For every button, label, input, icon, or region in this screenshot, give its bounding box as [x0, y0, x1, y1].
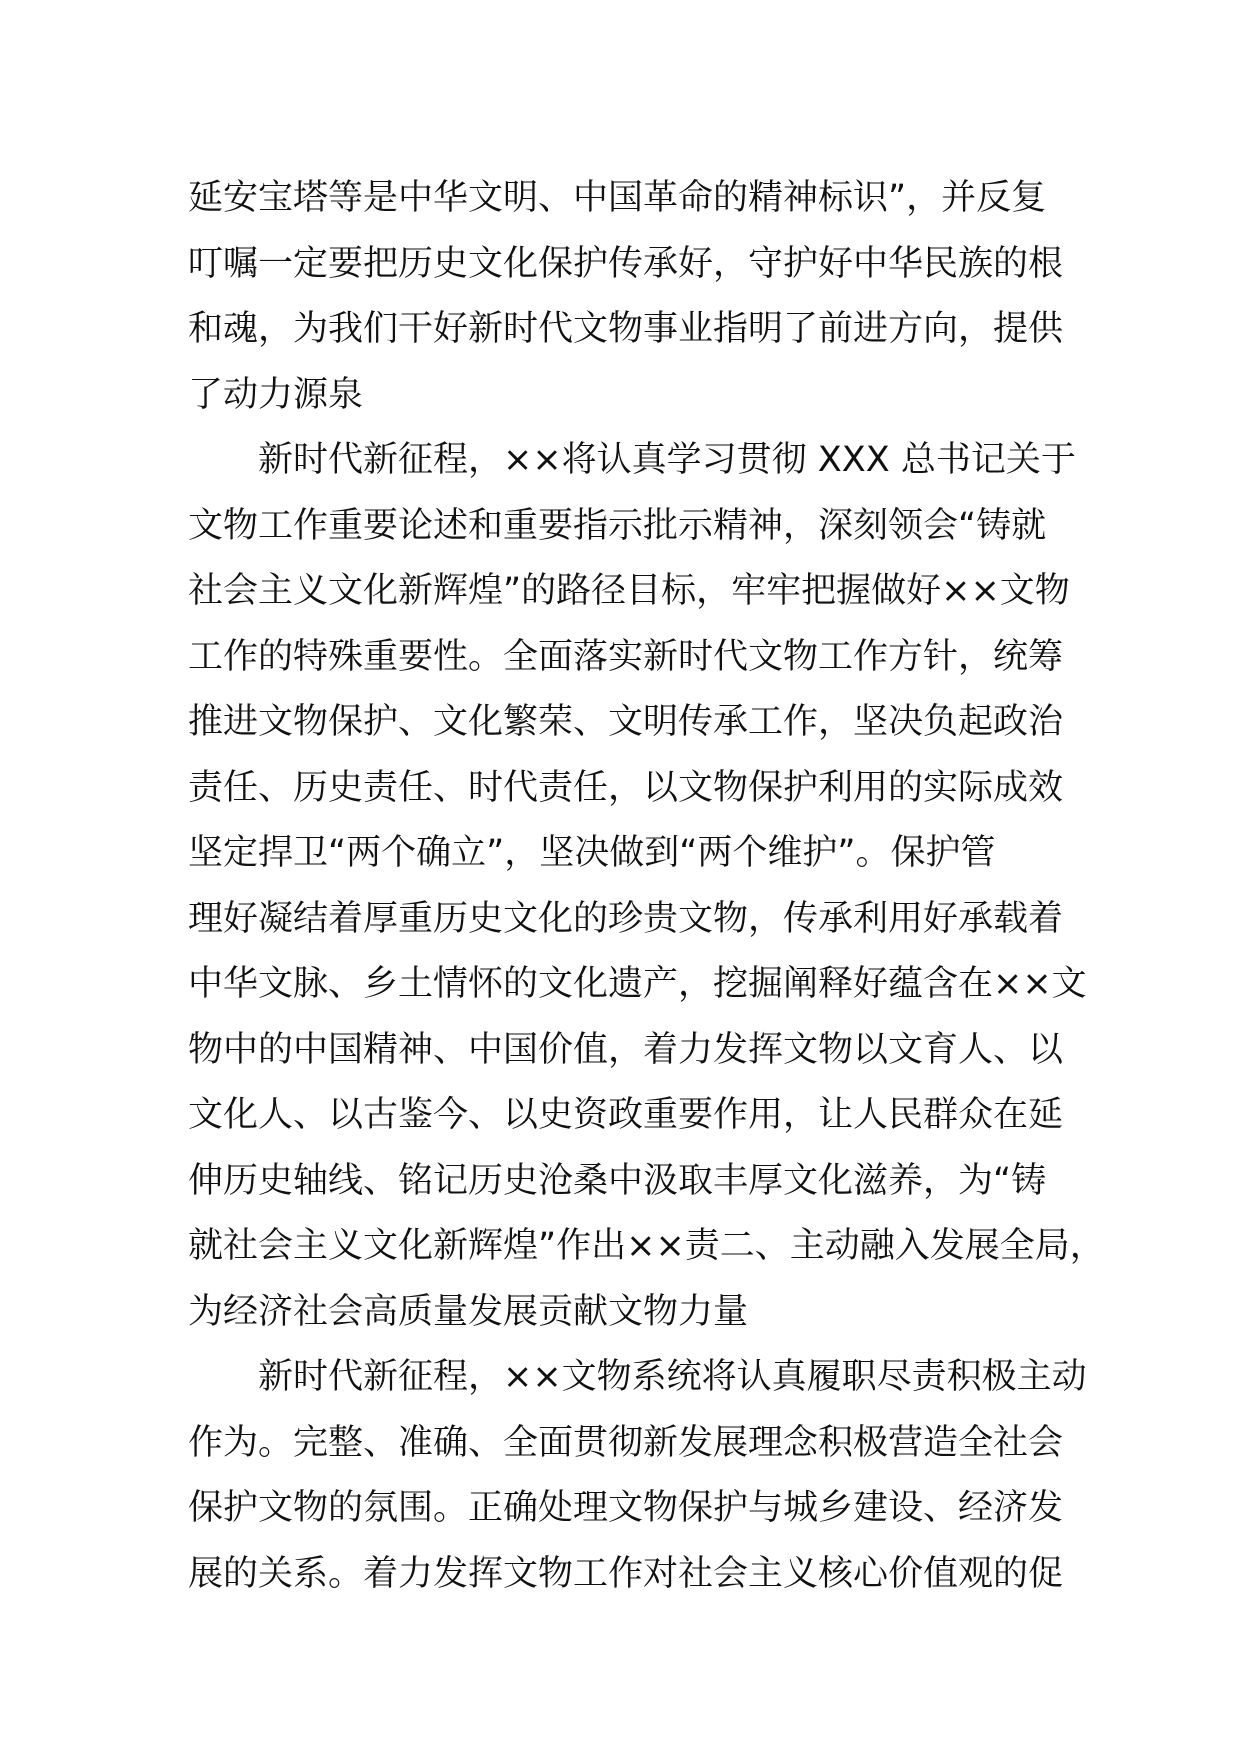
text-line: 展的关系。着力发挥文物工作对社会主义核心价值观的促	[188, 1553, 1064, 1594]
text-line: 社会主义文化新辉煌”的路径目标，牢牢把握做好××文物	[188, 571, 1070, 611]
text-line: 文化人、以古鉴今、以史资政重要作用，让人民群众在延	[188, 1095, 1064, 1135]
paragraph-2	[188, 428, 1105, 1345]
paragraph-3	[188, 1345, 1088, 1607]
text-line: 了动力源泉	[188, 374, 364, 415]
text-line: 就社会主义文化新辉煌”作出××责二、主动融入发展全局，	[188, 1226, 1105, 1266]
text-line: 推进文物保护、文化繁荣、文明传承工作，坚决负起政治	[188, 702, 1064, 742]
text-line: 工作的特殊重要性。全面落实新时代文物工作方针，统筹	[188, 636, 1064, 677]
text-line: 保护文物的氛围。正确处理文物保护与城乡建设、经济发	[188, 1488, 1064, 1528]
text-line: 和魂，为我们干好新时代文物事业指明了前进方向，提供	[188, 309, 1064, 349]
text-line: 文物工作重要论述和重要指示批示精神，深刻领会“铸就	[188, 505, 1047, 546]
text-line: 坚定捍卫“两个确立”，坚决做到“两个维护”。保护管	[188, 833, 996, 873]
text-line-indented: 新时代新征程，××文物系统将认真履职尽责积极主动	[258, 1357, 1087, 1397]
paragraph-1	[188, 166, 1088, 428]
text-line: 延安宝塔等是中华文明、中国革命的精神标识”，并反复	[188, 178, 1047, 218]
text-line-indented: 新时代新征程，××将认真学习贯彻 XXX 总书记关于	[258, 440, 1076, 480]
text-line: 作为。完整、准确、全面贯彻新发展理念积极营造全社会	[188, 1422, 1064, 1463]
text-line: 中华文脉、乡土情怀的文化遗产，挖掘阐释好蕴含在××文	[188, 964, 1087, 1004]
text-line: 责任、历史责任、时代责任，以文物保护利用的实际成效	[188, 767, 1064, 808]
text-line: 为经济社会高质量发展贡献文物力量	[188, 1291, 749, 1332]
text-line: 伸历史轴线、铭记历史沧桑中汲取丰厚文化滋养，为“铸	[188, 1160, 1047, 1201]
text-line: 物中的中国精神、中国价值，着力发挥文物以文育人、以	[188, 1029, 1064, 1070]
document-body	[188, 166, 1105, 1607]
text-line: 理好凝结着厚重历史文化的珍贵文物，传承利用好承载着	[188, 898, 1064, 939]
text-line: 叮嘱一定要把历史文化保护传承好，守护好中华民族的根	[188, 243, 1064, 284]
